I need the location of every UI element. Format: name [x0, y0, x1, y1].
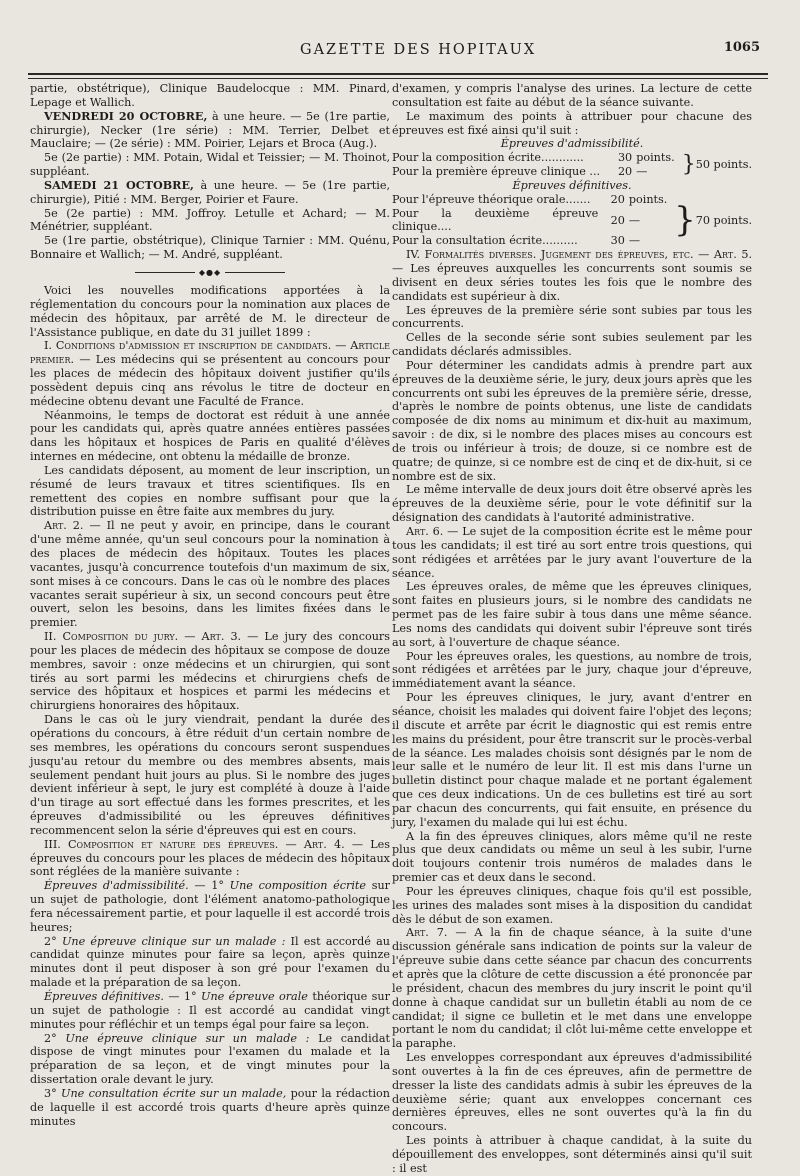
article-6-paragraph — [392, 525, 752, 580]
table-total: 70 points. — [695, 213, 752, 227]
item-text: théorique sur un sujet de pathologie : Il est accordé au candidat vingt minutes pour réfléchir et un temps égal pour faire sa leçon. — [30, 990, 390, 1031]
separator-ornament: ◆●◆ — [198, 268, 222, 278]
body-paragraph: Les candidats déposent, au moment de leur inscription, un résumé de leurs travaux et titres scientifiques. Ils en remettent des copies en nombre suffisant pour que la distribution puisse en être faite aux membres du jury. — [30, 463, 390, 519]
body-paragraph: Les épreuves orales, de même que les épreuves cliniques, sont faites en plusieurs jours, si le nombre des candidats ne permet pas de les faire subir à tous dans une même séance. Les noms des candidats qui doivent subir l'épreuve sont tirés au sort, à l'ouverture de chaque séance. — [392, 580, 752, 649]
section-4-paragraph — [392, 248, 752, 303]
separator-line — [225, 272, 285, 273]
article-text: — Le jury des concours pour les places de médecin des hôpitaux se compose de douze membres, savoir : onze médecins et un chirurgien, qui sont tirés au sort parmi les médecins et chirurgiens chefs de service des hôpitaux et hospices et parmi les médecins et chirurgiens honoraires des hôpitaux. — [30, 630, 391, 713]
article-text: — Il ne peut y avoir, en principe, dans le courant d'une même année, qu'un seul concours pour la nomination à des places de médecin des hôpitaux. Toutes les places vacantes, jusqu'à concurrence toutefois d'un maximum de six, sont mises à ce concours. Dans le cas où le nombre des places vacantes serait supérieur à six, un second concours peut être ouvert, selon les besoins, dans les limites fixées dans le premier. — [30, 519, 390, 630]
row-value: 20 — [610, 192, 625, 206]
body-paragraph: Pour les épreuves cliniques, le jury, avant d'entrer en séance, choisit les malades qui doivent faire l'objet des leçons; il discute et arrête par écrit le diagnostic qui est remis entre les mains du président, pour être transcrit sur le procès-verbal de la séance. Les malades choisis sont désignés par le nom de leur salle et le numéro de leur lit. Il est mis dans l'urne un bulletin distinct pour chaque malade et ne portant également que ces deux indications. Un de ces bulletins est tiré au sort par chacun des concurrents, qui fait ensuite, en présence du jury, l'examen du malade qui lui est échu. — [392, 691, 752, 829]
list-item — [30, 935, 390, 990]
row-label: Pour l'épreuve théorique orale....... — [392, 192, 591, 206]
row-value: 30 — [610, 234, 625, 248]
row-unit: points. — [628, 192, 668, 206]
row-label: Pour la consultation écrite.......... — [392, 234, 578, 248]
list-number: 2° — [44, 1031, 66, 1045]
right-column — [392, 82, 752, 1176]
section-heading: I. Conditions d'admission et inscription de candidats. — [44, 339, 332, 353]
table-title-text: Épreuves définitives. — [512, 178, 632, 192]
list-number: 2° — [44, 934, 62, 948]
row-unit: — — [636, 165, 648, 179]
article-label: etc. — Art. 5. — [668, 248, 753, 262]
section-heading: II. Composition du jury. — [44, 630, 179, 644]
schedule-paragraph — [30, 110, 390, 152]
body-paragraph: A la fin des épreuves cliniques, alors même qu'il ne reste plus que deux candidats ou même un seul à les subir, l'urne doit toujours contenir trois numéros de malades dans le premier cas et deux dans le second. — [392, 829, 752, 885]
schedule-paragraph: 5e (2e partie) : MM. Potain, Widal et Teissier; — M. Thoinot, suppléant. — [30, 151, 390, 179]
schedule-text: à une heure. — 5e (1re partie, chirurgie), Necker (1re série) : MM. Terrier, Delbet et Mauclaire; — (2e série) : MM. Poirier, Lejars et Broca (Aug.). — [30, 109, 390, 151]
schedule-paragraph: 5e (1re partie, obstétrique), Clinique Tarnier : MM. Quénu, Bonnaire et Wallich; — M. André, suppléant. — [30, 234, 390, 262]
item-title: Une épreuve clinique sur un malade : — [61, 934, 286, 948]
item-text: Il est accordé au candidat quinze minutes pour faire sa leçon, après quinze minutes dont il peut disposer à son gré pour l'examen du malade et la préparation de sa leçon. — [30, 934, 390, 990]
body-paragraph: Les enveloppes correspondant aux épreuves d'admissibilité sont ouvertes à la fin de ces épreuves, afin de permettre de dresser la liste des candidats admis à subir les épreuves de la deuxième série; quant aux enveloppes concernant ces dernières épreuves, elles ne sont ouvertes qu'à la fin du concours. — [392, 1051, 752, 1134]
item-text: Le candidat dispose de vingt minutes pour l'examen du malade et la préparation de sa leçon, et de vingt minutes pour la dissertation orale devant le jury. — [30, 1031, 391, 1087]
article-label: Art. 6. — [406, 525, 444, 538]
section-2-paragraph — [30, 630, 390, 713]
points-table-admissibility — [392, 151, 752, 179]
header-rule-thin — [28, 78, 768, 79]
row-value: 20 — [617, 165, 633, 179]
body-paragraph: Le même intervalle de deux jours doit être observé après les épreuves de la deuxième série, pour le vote définitif sur la désignation des candidats à l'autorité administrative. — [392, 483, 752, 525]
item-title: Une épreuve orale — [201, 990, 308, 1003]
article-label: — Art. 3. — [178, 630, 242, 644]
article-text: — A la fin de chaque séance, à la suite d'une discussion générale sans indication de points sur la valeur de l'épreuve subie dans cette séance par chacun des concurrents et après que la clôture de cette discussion a été prononcée par le président, chacun des membres du jury inscrit le point qu'il donne à chaque candidat sur un bulletin établi au nom de ce candidat; il signe ce bulletin et le met dans une enveloppe portant le nom du candidat; il clôt lui-même cette enveloppe et la paraphe. — [392, 926, 752, 1051]
list-item — [30, 1087, 390, 1129]
table-title — [392, 137, 752, 151]
list-item — [30, 1032, 390, 1087]
article-text: — Les médecins qui se présentent au concours pour les places de médecin des hôpitaux doivent justifier qu'ils possèdent depuis cinq ans révolus le titre de docteur en médecine obtenu devant une Faculté de France. — [30, 353, 390, 408]
article-label: Art. 2. — [44, 519, 84, 533]
schedule-paragraph: partie, obstétrique), Clinique Baudelocque : MM. Pinard, Lepage et Wallich. — [30, 82, 390, 109]
section-heading: III. Composition et nature des épreuves. — [44, 837, 279, 851]
page-header — [0, 34, 800, 66]
article-label: — Article premier. — [30, 339, 390, 367]
row-unit: points. — [636, 151, 675, 165]
schedule-paragraph: 5e (2e partie) : MM. Joffroy. Letulle et Achard; — M. Ménétrier, suppléant. — [30, 206, 390, 234]
separator-line — [135, 272, 195, 273]
section-1-paragraph — [30, 339, 390, 408]
intro-paragraph: Voici les nouvelles modifications apportées à la réglementation du concours pour la nomination aux places de médecin des hôpitaux, par arrêté de M. le directeur de l'Assistance publique, en date du 31 juillet 1899 : — [30, 283, 390, 339]
body-paragraph: Pour les épreuves cliniques, chaque fois qu'il est possible, les urines des malades sont mises à la disposition du candidat dès le début de son examen. — [392, 884, 752, 926]
subheading: Épreuves définitives. — [44, 990, 164, 1003]
page-number: 1065 — [723, 40, 760, 55]
running-title: GAZETTE DES HOPITAUX — [300, 42, 537, 58]
body-paragraph: Pour déterminer les candidats admis à prendre part aux épreuves de la deuxième série, le jury, deux jours après que les concurrents ont subi les épreuves de la première série, dresse, d'après le nombre de points obtenus, une liste de candidats composée de dix noms au minimum et dix-huit au maximum, savoir : de dix, si le nombre des places mises au concours est de trois ou inférieur à trois; de douze, si ce nombre est de quatre; de quinze, si ce nombre est de cinq et de dix-huit, si ce nombre est de six. — [392, 358, 752, 483]
schedule-date: VENDREDI 20 OCTOBRE, — [44, 108, 208, 123]
table-total: 50 points. — [695, 158, 752, 172]
row-unit: — — [628, 213, 641, 227]
body-paragraph: Les points à attribuer à chaque candidat, à la suite du dépouillement des enveloppes, sont déterminés ainsi qu'il suit : il est — [392, 1134, 752, 1175]
row-value: 30 — [617, 151, 633, 165]
item-title: Une épreuve clinique sur un malade : — [65, 1031, 310, 1045]
article-text: — Le sujet de la composition écrite est le même pour tous les candidats; il est tiré au sort entre trois questions, qui sont rédigées et arrêtées par le jury avant l'ouverture de la séance. — [392, 525, 752, 580]
list-number: 3° — [44, 1086, 62, 1100]
list-item — [30, 990, 390, 1032]
table-title-text: Épreuves d'admissibilité. — [500, 137, 644, 151]
row-value: 20 — [610, 213, 625, 227]
schedule-date: SAMEDI 21 OCTOBRE, — [44, 177, 194, 192]
article-text: — Les épreuves du concours pour les places de médecin des hôpitaux sont réglées de la manière suivante : — [30, 837, 391, 879]
brace-glyph: } — [681, 152, 696, 178]
body-paragraph: Le maximum des points à attribuer pour chacune des épreuves est fixé ainsi qu'il suit : — [392, 109, 752, 137]
schedule-text: à une heure. — 5e (1re partie, chirurgie), Pitié : MM. Berger, Poirier et Faure. — [30, 178, 390, 206]
body-paragraph: Les épreuves de la première série sont subies par tous les concurrents. — [392, 303, 752, 331]
table-row — [392, 193, 752, 207]
table-title — [392, 179, 752, 193]
article-label: — Art. 4. — [278, 837, 345, 851]
row-unit: — — [628, 234, 641, 248]
list-number: — 1° — [163, 990, 202, 1003]
section-heading: IV. Formalités diverses. Jugement des épreuves, — [406, 248, 669, 262]
article-7-paragraph — [392, 926, 752, 1051]
article-text: — Les épreuves auxquelles les concurrents sont soumis se divisent en deux séries toutes les fois que le nombre des candidats est supérieur à dix. — [392, 261, 752, 303]
list-number: — 1° — [188, 879, 230, 893]
body-paragraph: Dans le cas où le jury viendrait, pendant la durée des opérations du concours, à être réduit d'un certain nombre de ses membres, les opérations du concours seront suspendues jusqu'au retour du membre ou des membres absents, mais seulement pendant huit jours au plus. Si le nombre des juges devient inférieur à sept, le jury est complété à douze à l'aide d'un tirage au sort effectué dans les formes prescrites, et les épreuves d'admissibilité ou les épreuves définitives recommencent selon la série d'épreuves qui est en cours. — [30, 713, 390, 837]
header-rule-thick — [28, 73, 768, 75]
article-2-paragraph — [30, 519, 390, 630]
left-column — [30, 82, 390, 1128]
row-label: Pour la première épreuve clinique ... — [392, 165, 601, 179]
item-title: Une consultation écrite sur un malade, — [61, 1086, 287, 1100]
points-table-definitive — [392, 193, 752, 248]
brace-glyph: } — [674, 199, 696, 240]
article-label: Art. 7. — [406, 926, 448, 940]
section-3-paragraph — [30, 838, 390, 880]
row-label: Pour la deuxième épreuve clinique.... — [392, 206, 599, 234]
body-paragraph: d'examen, y compris l'analyse des urines. La lecture de cette consultation est faite au début de la séance suivante. — [392, 82, 752, 109]
table-row — [392, 151, 752, 165]
item-title: Une composition écrite — [229, 879, 367, 893]
row-label: Pour la composition écrite............ — [392, 151, 584, 165]
body-paragraph: Néanmoins, le temps de doctorat est réduit à une année pour les candidats qui, après quatre années entières passées dans les hôpitaux et hospices de Paris en qualité d'élèves internes en médecine, ont obtenu la médaille de bronze. — [30, 408, 390, 464]
item-text: pour la rédaction de laquelle il est accordé trois quarts d'heure après quinze minutes — [30, 1086, 390, 1128]
section-separator — [30, 262, 390, 284]
body-paragraph: Pour les épreuves orales, les questions, au nombre de trois, sont rédigées et arrêtées par le jury, chaque jour d'épreuve, immédiatement avant la séance. — [392, 649, 752, 691]
schedule-paragraph — [30, 179, 390, 207]
item-text: sur un sujet de pathologie, dont l'élément anatomo-pathologique fera nécessairement partie, et pour laquelle il est accordé trois heures; — [30, 879, 391, 934]
body-paragraph: Celles de la seconde série sont subies seulement par les candidats déclarés admissibles. — [392, 331, 752, 359]
list-item — [30, 879, 390, 934]
subheading: Épreuves d'admissibilité. — [44, 879, 189, 893]
